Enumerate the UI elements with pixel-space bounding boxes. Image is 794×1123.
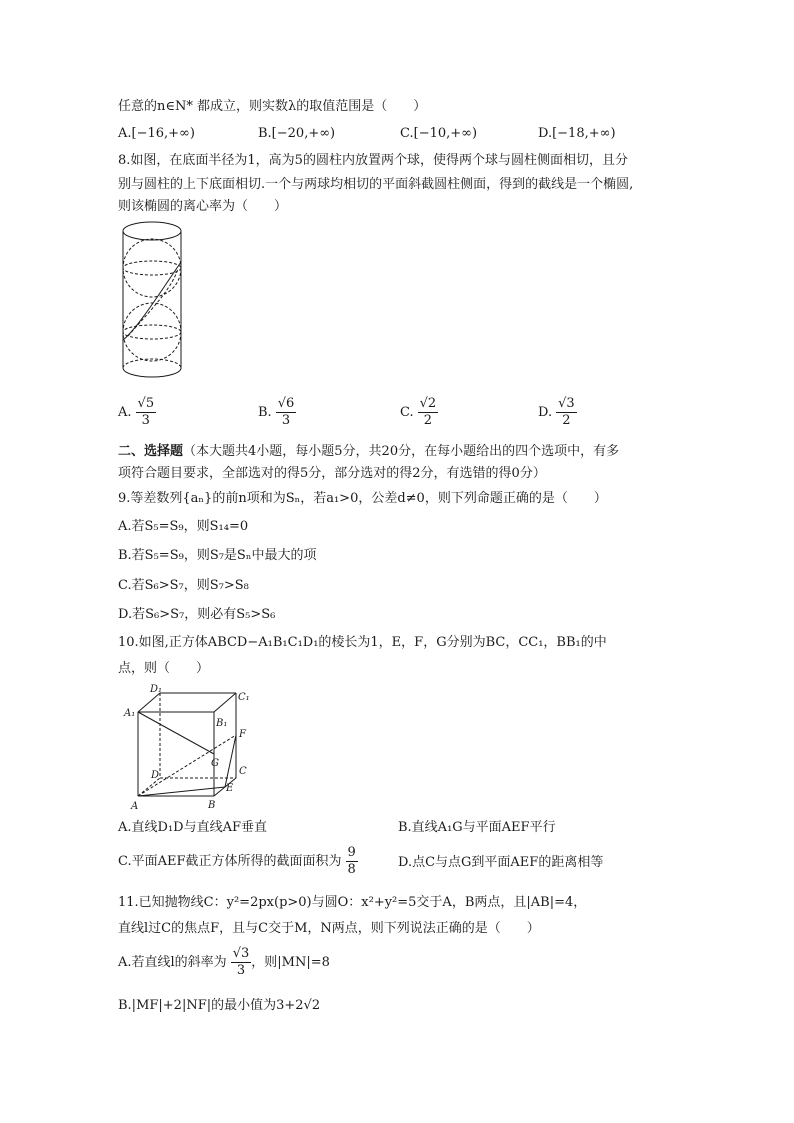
q10-option-c (118, 845, 358, 878)
q8-option-b (258, 396, 296, 429)
q9-option-b: B.若S₅=S₉，则S₇是Sₙ中最大的项 (118, 548, 317, 563)
q8-option-a-numerator: √5 (137, 396, 155, 411)
q8-stem-line1: 8.如图，在底面半径为1，高为5的圆柱内放置两个球，使得两个球与圆柱侧面相切，且分 (118, 153, 628, 168)
q8-option-a-prefix: A. (118, 405, 132, 420)
q8-option-d-numerator: √3 (558, 396, 575, 411)
q8-option-b-fraction (276, 396, 297, 429)
cube-label-c: C (239, 766, 247, 777)
q10-option-c-text: C.平面AEF截正方体所得的截面面积为 (118, 854, 342, 869)
q9-option-a: A.若S₅=S₉，则S₁₄=0 (118, 519, 249, 534)
cylinder-figure (118, 218, 188, 386)
q8-option-b-numerator: √6 (277, 396, 295, 411)
q8-option-c-fraction (418, 396, 439, 429)
cube-label-a1: A₁ (124, 708, 136, 719)
section2-desc-line1: （本大题共4小题，每小题5分，共20分，在每小题给出的四个选项中，有多 (183, 444, 620, 459)
q11-option-a-denominator: 3 (236, 963, 246, 978)
q7-option-b: B.[−20,+∞) (258, 126, 336, 141)
q8-option-b-denominator: 3 (281, 413, 291, 428)
cube-label-c1: C₁ (238, 692, 250, 703)
q8-stem-line3: 则该椭圆的离心率为（ ） (118, 199, 288, 214)
q8-option-a-fraction (136, 396, 157, 429)
q8-option-d-denominator: 2 (562, 413, 571, 428)
q11-option-a-text: A.若直线l的斜率为 (118, 955, 227, 970)
q10-option-d: D.点C与点G到平面AEF的距离相等 (398, 855, 604, 870)
q10-option-c-denominator: 8 (347, 862, 356, 877)
cube-label-d1: D₁ (150, 684, 163, 695)
section2-desc-line2: 项符合题目要求，全部选对的得5分，部分选对的得2分，有选错的得0分） (118, 466, 546, 481)
cube-label-a: A (131, 801, 139, 812)
cube-label-f: F (239, 729, 246, 740)
q9-option-c: C.若S₆>S₇，则S₇>S₈ (118, 578, 249, 593)
q8-option-d-prefix: D. (538, 405, 553, 420)
q11-option-a-fraction (231, 946, 252, 979)
cube-label-g: G (211, 758, 219, 769)
section2-title: 二、选择题 (118, 444, 184, 459)
q9-option-d: D.若S₆>S₇，则必有S₅>S₆ (118, 607, 276, 622)
q8-option-a (118, 396, 156, 429)
q7-option-c: C.[−10,+∞) (400, 126, 478, 141)
q10-option-b: B.直线A₁G与平面AEF平行 (398, 820, 556, 835)
q11-option-a (118, 946, 330, 979)
cube-label-b1: B₁ (216, 718, 228, 729)
q7-option-a: A.[−16,+∞) (118, 126, 195, 141)
q8-option-c (400, 396, 438, 429)
q10-stem-line1: 10.如图,正方体ABCD−A₁B₁C₁D₁的棱长为1，E，F，G分别为BC，CC₁，BB₁的中 (118, 635, 607, 650)
q10-option-a: A.直线D₁D与直线AF垂直 (118, 820, 267, 835)
q7-option-d: D.[−18,+∞) (538, 126, 616, 141)
q7-stem-tail: 任意的n∈N* 都成立，则实数λ的取值范围是（ ） (118, 99, 427, 114)
q8-option-d-fraction (556, 396, 577, 429)
q11-option-a-tail: ，则|MN|=8 (251, 955, 330, 970)
q8-option-a-denominator: 3 (141, 413, 150, 428)
cube-figure (118, 684, 268, 814)
q11-option-a-numerator: √3 (232, 946, 250, 961)
q11-option-b: B.|MF|+2|NF|的最小值为3+2√2 (118, 998, 321, 1013)
q11-stem-line2: 直线l过C的焦点F，且与C交于M，N两点，则下列说法正确的是（ ） (118, 921, 540, 936)
q10-option-c-numerator: 9 (347, 845, 356, 860)
q8-option-c-numerator: √2 (419, 396, 437, 411)
cube-label-d: D (151, 770, 160, 781)
q11-stem-line1: 11.已知抛物线C：y²=2px(p>0)与圆O：x²+y²=5交于A，B两点，且|AB|=4， (118, 895, 587, 910)
q8-option-d (538, 396, 577, 429)
q8-option-c-denominator: 2 (423, 413, 433, 428)
q10-option-c-fraction (346, 845, 358, 878)
q8-stem-line2: 别与圆柱的上下底面相切.一个与两球均相切的平面斜截圆柱侧面，得到的截线是一个椭圆, (118, 177, 634, 192)
section2-header (118, 442, 619, 462)
q9-stem: 9.等差数列{aₙ}的前n项和为Sₙ，若a₁>0，公差d≠0，则下列命题正确的是（ ） (118, 491, 607, 506)
cube-label-e: E (226, 783, 234, 794)
q8-option-b-prefix: B. (258, 405, 272, 420)
q8-option-c-prefix: C. (400, 405, 414, 420)
q10-stem-line2: 点，则（ ） (118, 661, 210, 676)
cube-label-b: B (208, 800, 216, 811)
